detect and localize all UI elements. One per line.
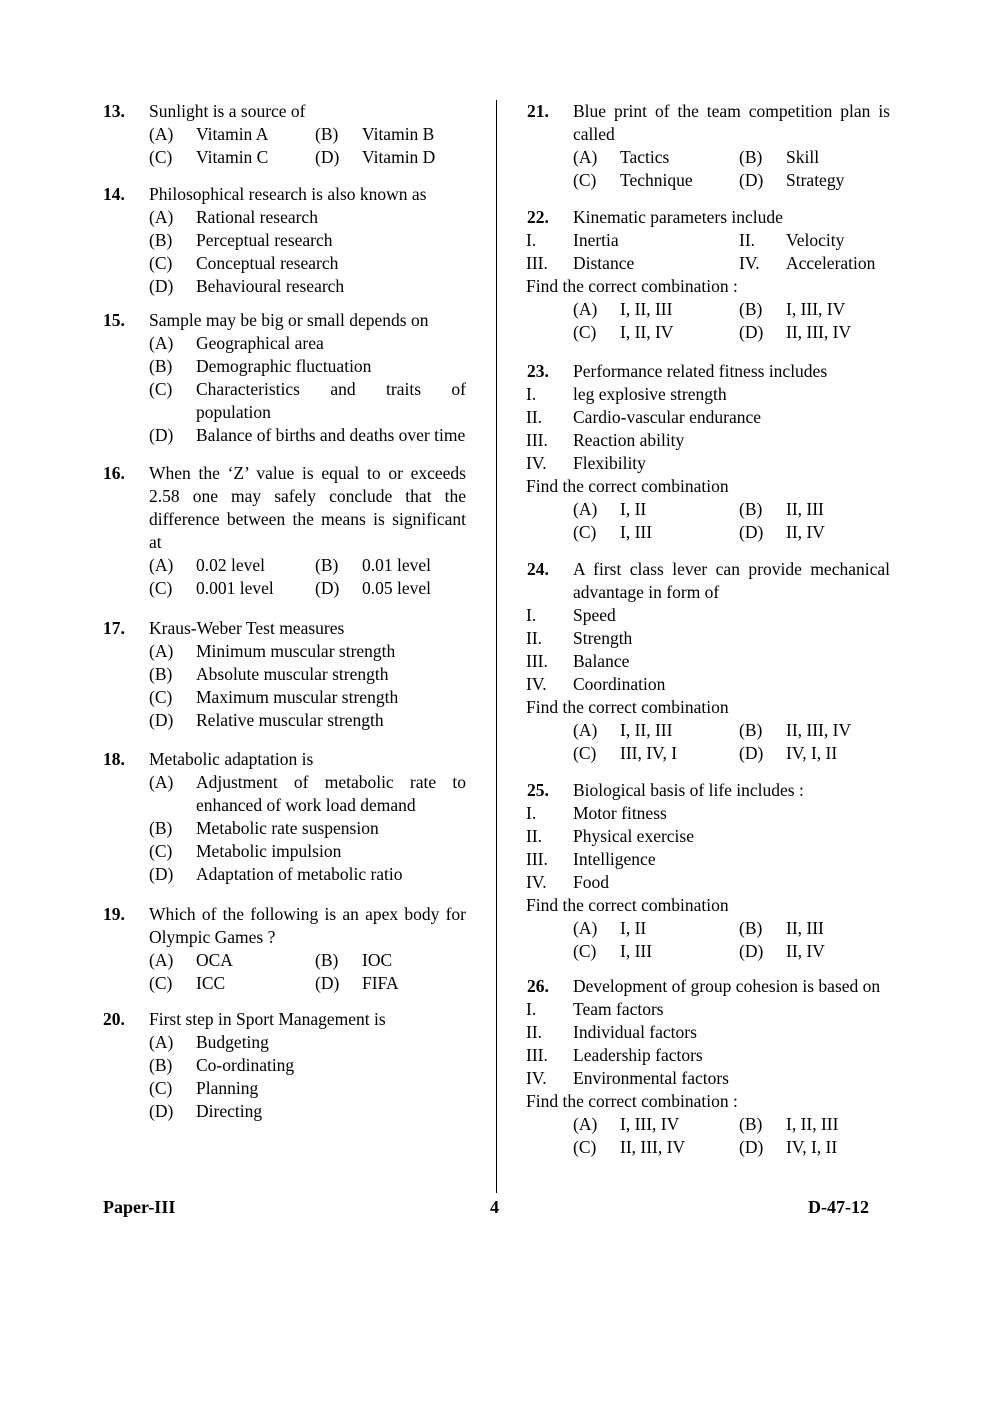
options-row bbox=[573, 298, 890, 321]
question-text: Performance related fitness includes bbox=[573, 361, 828, 381]
option-d[interactable]: (D) II, IV bbox=[739, 941, 825, 961]
option-c[interactable]: (C) Conceptual research bbox=[149, 253, 339, 273]
option-a[interactable]: (A) Tactics bbox=[573, 147, 670, 167]
item-i: I. Speed bbox=[526, 605, 616, 625]
option-b[interactable]: (B) 0.01 level bbox=[315, 555, 432, 575]
options-row bbox=[573, 498, 890, 521]
option-b[interactable]: (B) Vitamin B bbox=[315, 124, 435, 144]
paper-label: Paper-III bbox=[103, 1197, 176, 1217]
column-divider bbox=[496, 100, 497, 1193]
options-row bbox=[149, 949, 466, 972]
option-b[interactable]: (B) Demographic fluctuation bbox=[149, 356, 372, 376]
question-20 bbox=[103, 1008, 466, 1123]
question-number: 20. bbox=[103, 1009, 125, 1029]
option-a[interactable]: (A) Minimum muscular strength bbox=[149, 641, 396, 661]
option-a[interactable]: (A) I, II, III bbox=[573, 720, 673, 740]
options-row bbox=[573, 742, 890, 765]
option-d[interactable]: (D) Directing bbox=[149, 1101, 263, 1121]
options-row bbox=[573, 169, 890, 192]
option-d[interactable]: (D) Vitamin D bbox=[315, 147, 436, 167]
option-c[interactable]: (C) 0.001 level bbox=[149, 578, 274, 598]
question-number: 15. bbox=[103, 310, 125, 330]
options-row bbox=[573, 146, 890, 169]
option-a[interactable]: (A) I, III, IV bbox=[573, 1114, 680, 1134]
item-ii: II. Physical exercise bbox=[526, 826, 694, 846]
instruction-text: Find the correct combination bbox=[526, 697, 729, 717]
paper-code: D-47-12 bbox=[808, 1197, 869, 1217]
question-26 bbox=[527, 975, 890, 1159]
option-d[interactable]: (D) Relative muscular strength bbox=[149, 710, 384, 730]
question-number: 22. bbox=[527, 207, 549, 227]
option-d[interactable]: (D) Balance of births and deaths over time bbox=[149, 425, 466, 445]
option-d[interactable]: (D) Adaptation of metabolic ratio bbox=[149, 864, 403, 884]
question-number: 16. bbox=[103, 463, 125, 483]
option-b[interactable]: (B) II, III bbox=[739, 499, 824, 519]
options-row bbox=[573, 321, 890, 344]
item-iii: III. Reaction ability bbox=[526, 430, 685, 450]
question-number: 23. bbox=[527, 361, 549, 381]
question-number: 24. bbox=[527, 559, 549, 579]
item-iii: III. Distance bbox=[526, 253, 635, 273]
option-a[interactable]: (A) Rational research bbox=[149, 207, 318, 227]
option-a[interactable]: (A) 0.02 level bbox=[149, 555, 266, 575]
option-b[interactable]: (B) Perceptual research bbox=[149, 230, 333, 250]
options-row bbox=[149, 577, 466, 600]
items-row bbox=[526, 252, 890, 275]
question-text: Sample may be big or small depends on bbox=[149, 310, 429, 330]
option-c[interactable]: (C) Planning bbox=[149, 1078, 259, 1098]
option-a[interactable]: (A) I, II, III bbox=[573, 299, 673, 319]
question-text: Metabolic adaptation is bbox=[149, 749, 314, 769]
option-d[interactable]: (D) FIFA bbox=[315, 973, 399, 993]
option-a[interactable]: (A) Adjustment of metabolic rate to enhanced of work load demand bbox=[149, 772, 466, 815]
item-i: I. Inertia bbox=[526, 230, 619, 250]
question-text: Kinematic parameters include bbox=[573, 207, 783, 227]
question-text: Sunlight is a source of bbox=[149, 101, 306, 121]
item-i: I. leg explosive strength bbox=[526, 384, 727, 404]
question-18 bbox=[103, 748, 466, 886]
item-iv: IV. Environmental factors bbox=[526, 1068, 729, 1088]
instruction-text: Find the correct combination bbox=[526, 895, 729, 915]
option-b[interactable]: (B) Metabolic rate suspension bbox=[149, 818, 379, 838]
option-d[interactable]: (D) IV, I, II bbox=[739, 1137, 838, 1157]
item-iii: III. Balance bbox=[526, 651, 630, 671]
question-text: First step in Sport Management is bbox=[149, 1009, 386, 1029]
option-b[interactable]: (B) Absolute muscular strength bbox=[149, 664, 389, 684]
instruction-text: Find the correct combination : bbox=[526, 1091, 738, 1111]
items-row bbox=[526, 229, 890, 252]
options-row bbox=[573, 521, 890, 544]
item-iv: IV. Flexibility bbox=[526, 453, 646, 473]
option-c[interactable]: (C) Characteristics and traits of population bbox=[149, 379, 466, 422]
instruction-text: Find the correct combination : bbox=[526, 276, 738, 296]
option-c[interactable]: (C) ICC bbox=[149, 973, 226, 993]
question-16 bbox=[103, 462, 466, 600]
options-row bbox=[149, 123, 466, 146]
item-iv: IV. Food bbox=[526, 872, 609, 892]
item-iii: III. Leadership factors bbox=[526, 1045, 703, 1065]
option-d[interactable]: (D) II, III, IV bbox=[739, 322, 852, 342]
option-a[interactable]: (A) Budgeting bbox=[149, 1032, 269, 1052]
right-column bbox=[527, 100, 890, 1159]
options-row bbox=[573, 719, 890, 742]
question-text: Blue print of the team competition plan is called bbox=[573, 101, 890, 144]
option-c[interactable]: (C) II, III, IV bbox=[573, 1137, 686, 1157]
option-c[interactable]: (C) I, III bbox=[573, 522, 653, 542]
option-b[interactable]: (B) II, III bbox=[739, 918, 824, 938]
question-13 bbox=[103, 100, 466, 169]
question-text: When the ‘Z’ value is equal to or exceeds 2.58 one may safely conclude that the difference between the means is significant at bbox=[149, 463, 466, 552]
page-number: 4 bbox=[490, 1197, 499, 1217]
item-iv: IV. Coordination bbox=[526, 674, 666, 694]
item-iv: IV. Acceleration bbox=[739, 253, 876, 273]
question-number: 21. bbox=[527, 101, 549, 121]
option-b[interactable]: (B) Skill bbox=[739, 147, 820, 167]
option-d[interactable]: (D) II, IV bbox=[739, 522, 825, 542]
option-d[interactable]: (D) Behavioural research bbox=[149, 276, 345, 296]
question-number: 14. bbox=[103, 184, 125, 204]
item-iii: III. Intelligence bbox=[526, 849, 656, 869]
left-column bbox=[103, 100, 466, 1123]
item-i: I. Team factors bbox=[526, 999, 664, 1019]
question-25 bbox=[527, 779, 890, 963]
question-17 bbox=[103, 617, 466, 732]
option-a[interactable]: (A) OCA bbox=[149, 950, 233, 970]
question-number: 18. bbox=[103, 749, 125, 769]
question-19 bbox=[103, 903, 466, 995]
question-number: 26. bbox=[527, 976, 549, 996]
question-text: Philosophical research is also known as bbox=[149, 184, 427, 204]
question-24 bbox=[527, 558, 890, 765]
option-a[interactable]: (A) I, II bbox=[573, 918, 647, 938]
option-c[interactable]: (C) I, II, IV bbox=[573, 322, 674, 342]
question-text: Biological basis of life includes : bbox=[573, 780, 804, 800]
item-i: I. Motor fitness bbox=[526, 803, 667, 823]
options-row bbox=[149, 972, 466, 995]
item-ii: II. Cardio-vascular endurance bbox=[526, 407, 762, 427]
option-d[interactable]: (D) 0.05 level bbox=[315, 578, 432, 598]
question-text: Development of group cohesion is based on bbox=[573, 976, 881, 996]
option-a[interactable]: (A) I, II bbox=[573, 499, 647, 519]
option-c[interactable]: (C) Metabolic impulsion bbox=[149, 841, 342, 861]
question-number: 19. bbox=[103, 904, 125, 924]
options-row bbox=[573, 1113, 890, 1136]
question-number: 13. bbox=[103, 101, 125, 121]
question-15 bbox=[103, 309, 466, 447]
options-row bbox=[573, 917, 890, 940]
question-22 bbox=[527, 206, 890, 344]
question-number: 25. bbox=[527, 780, 549, 800]
option-c[interactable]: (C) I, III bbox=[573, 941, 653, 961]
question-text: Kraus-Weber Test measures bbox=[149, 618, 345, 638]
item-ii: II. Velocity bbox=[739, 230, 845, 250]
option-c[interactable]: (C) Vitamin C bbox=[149, 147, 269, 167]
option-b[interactable]: (B) I, II, III bbox=[739, 1114, 839, 1134]
option-c[interactable]: (C) III, IV, I bbox=[573, 743, 678, 763]
option-a[interactable]: (A) Vitamin A bbox=[149, 124, 269, 144]
question-14 bbox=[103, 183, 466, 298]
question-text: A first class lever can provide mechanical advantage in form of bbox=[573, 559, 890, 602]
option-d[interactable]: (D) Strategy bbox=[739, 170, 845, 190]
question-number: 17. bbox=[103, 618, 125, 638]
option-d[interactable]: (D) IV, I, II bbox=[739, 743, 838, 763]
option-b[interactable]: (B) I, III, IV bbox=[739, 299, 846, 319]
option-c[interactable]: (C) Technique bbox=[573, 170, 693, 190]
option-b[interactable]: (B) IOC bbox=[315, 950, 393, 970]
question-text: Which of the following is an apex body for Olympic Games ? bbox=[149, 904, 466, 947]
instruction-text: Find the correct combination bbox=[526, 476, 729, 496]
options-row bbox=[149, 146, 466, 169]
option-c[interactable]: (C) Maximum muscular strength bbox=[149, 687, 399, 707]
item-ii: II. Strength bbox=[526, 628, 633, 648]
option-b[interactable]: (B) Co-ordinating bbox=[149, 1055, 295, 1075]
options-row bbox=[573, 940, 890, 963]
options-row bbox=[149, 554, 466, 577]
option-a[interactable]: (A) Geographical area bbox=[149, 333, 324, 353]
option-b[interactable]: (B) II, III, IV bbox=[739, 720, 852, 740]
question-21 bbox=[527, 100, 890, 192]
question-23 bbox=[527, 360, 890, 544]
item-ii: II. Individual factors bbox=[526, 1022, 697, 1042]
options-row bbox=[573, 1136, 890, 1159]
